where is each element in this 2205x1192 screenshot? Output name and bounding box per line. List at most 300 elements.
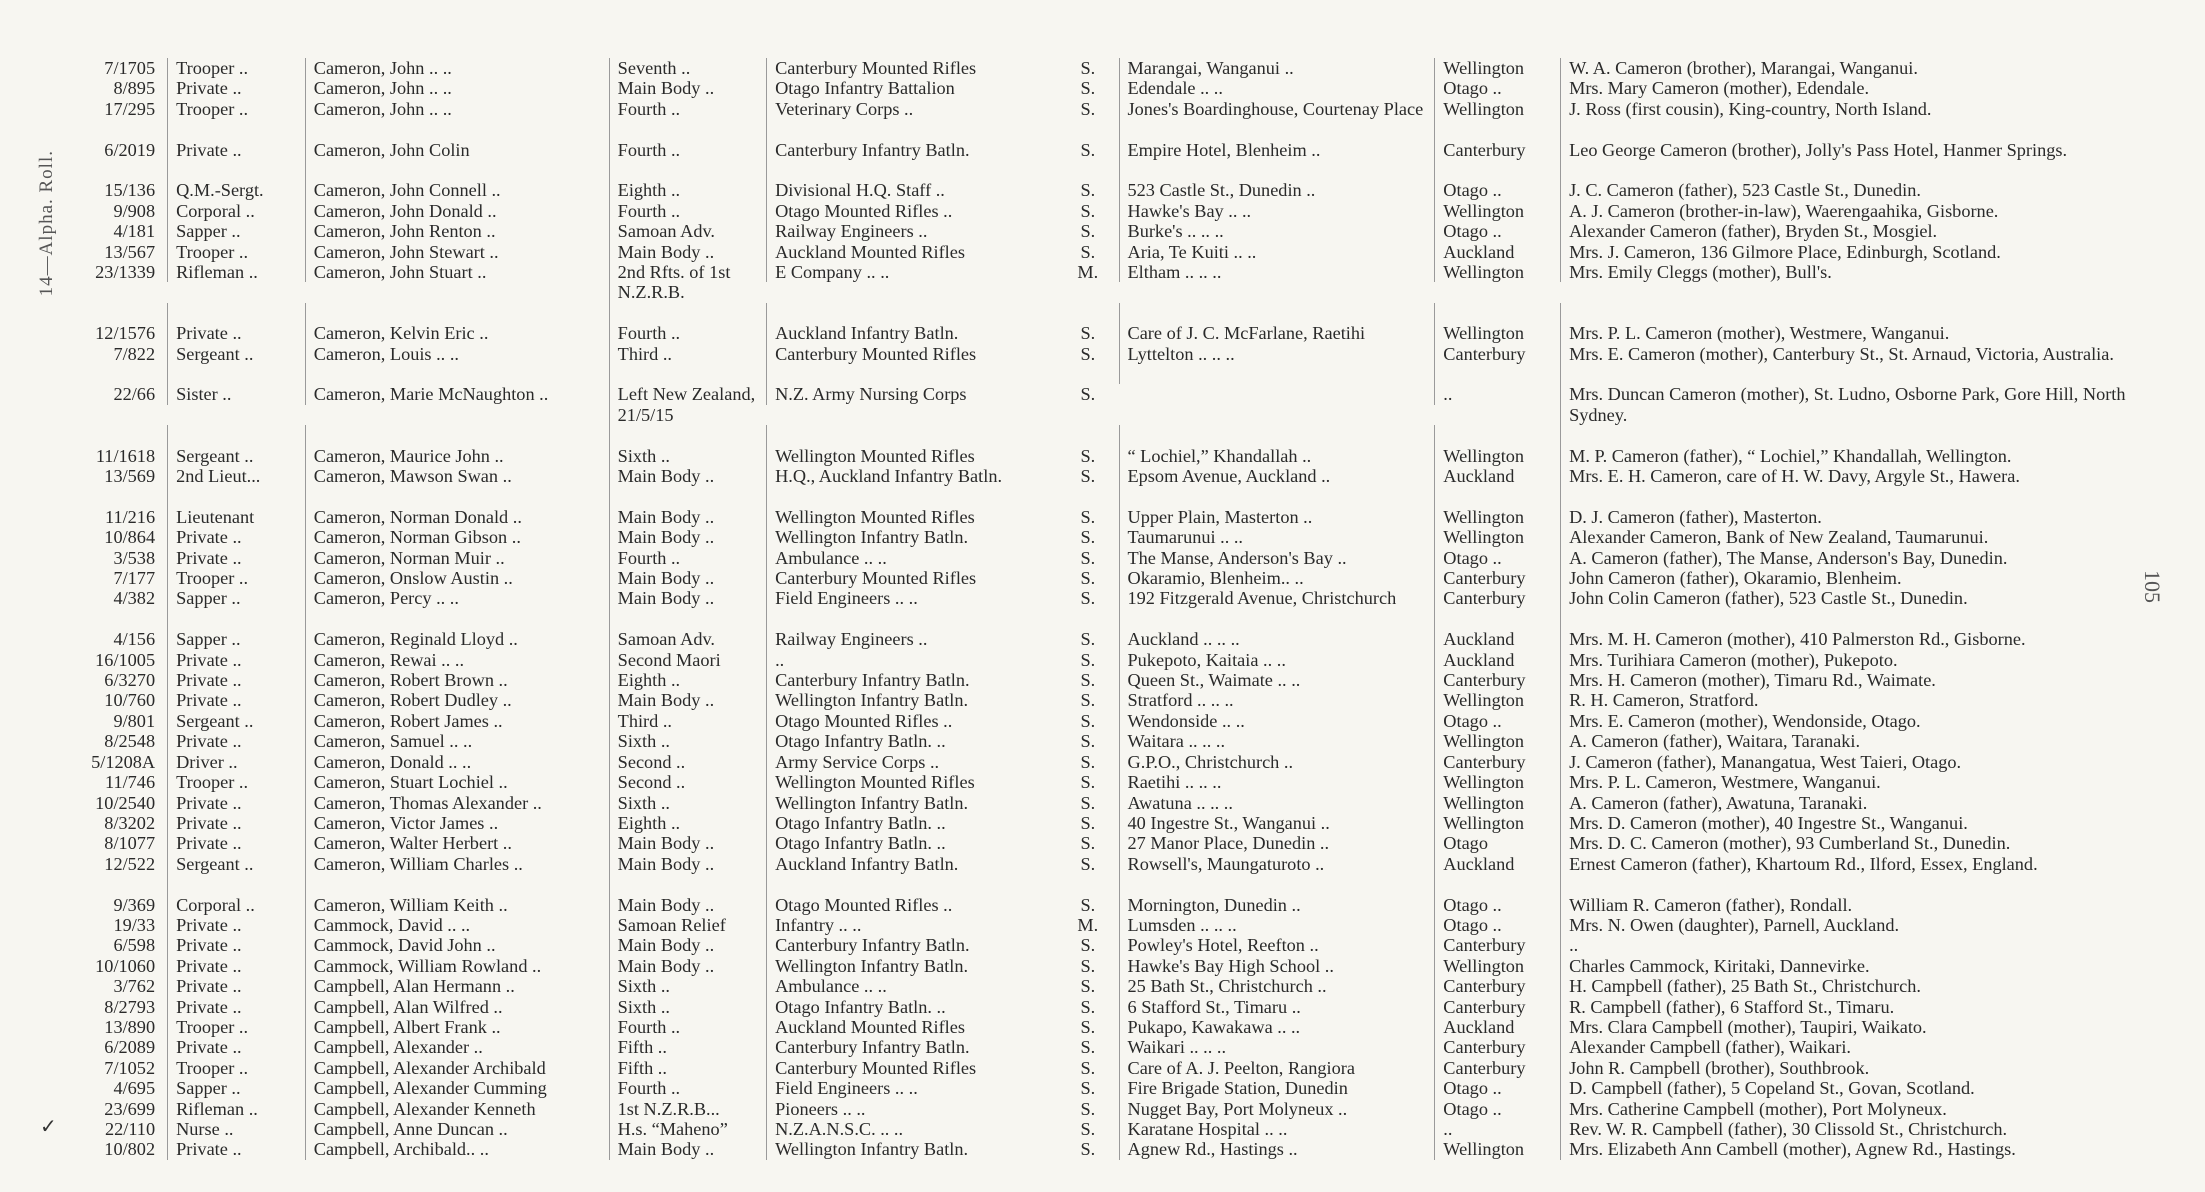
table-row [68,752,2148,772]
district-cell: Auckland [1434,242,1560,262]
unit-cell: Veterinary Corps .. [766,99,1057,119]
address-cell: Empire Hotel, Blenheim .. [1119,140,1435,160]
name-cell: Cameron, Robert Brown .. [305,670,609,690]
marital-status-cell: S. [1080,935,1096,956]
address-cell: 192 Fitzgerald Avenue, Christchurch [1119,588,1435,608]
rank-cell: Private .. [167,793,305,813]
regimental-number-cell: 19/33 [113,914,156,935]
address-cell: Pukepoto, Kaitaia .. .. [1119,650,1435,670]
address-cell: 27 Manor Place, Dunedin .. [1119,833,1435,853]
name-cell: Campbell, Archibald.. .. [305,1139,609,1159]
tick-mark: ✓ [40,1116,57,1138]
unit-cell: Auckland Infantry Batln. [766,854,1057,874]
table-row [68,201,2148,221]
draft-cell: Eighth .. [609,670,766,690]
unit-cell: .. [766,650,1057,670]
marital-status-cell: S. [1080,710,1096,731]
marital-status-cell: S. [1080,1016,1096,1037]
unit-cell: Canterbury Infantry Batln. [766,1037,1057,1057]
next-of-kin-cell: John Cameron (father), Okaramio, Blenheim. [1560,568,2148,588]
marital-status-cell: M. [1077,914,1099,935]
row-spacer [68,486,2148,506]
table-row [68,140,2148,160]
name-cell: Cammock, David .. .. [305,915,609,935]
table-row [68,221,2148,241]
unit-cell: Otago Infantry Batln. .. [766,833,1057,853]
next-of-kin-cell: W. A. Cameron (brother), Marangai, Wanganui. [1560,58,2148,78]
draft-cell: Main Body .. [609,466,766,486]
table-row [68,78,2148,98]
regimental-number-cell: 13/890 [104,1016,156,1037]
marital-status-cell: S. [1080,1057,1096,1078]
rank-cell: Sergeant .. [167,711,305,731]
next-of-kin-cell: John Colin Cameron (father), 523 Castle St., Dunedin. [1560,588,2148,608]
name-cell: Cameron, Walter Herbert .. [305,833,609,853]
table-row [68,1017,2148,1037]
rank-cell: Private .. [167,690,305,710]
marital-status-cell: S. [1080,1098,1096,1119]
side-label: 14—Alpha. Roll. [36,150,57,297]
draft-cell: Main Body .. [609,78,766,98]
draft-cell: Sixth .. [609,976,766,996]
draft-cell: Second .. [609,772,766,792]
address-cell: 40 Ingestre St., Wanganui .. [1119,813,1435,833]
table-row [68,446,2148,466]
address-cell: Marangai, Wanganui .. [1119,58,1435,78]
unit-cell: Infantry .. .. [766,915,1057,935]
regimental-number-cell: 3/538 [113,547,156,568]
next-of-kin-cell: Mrs. Mary Cameron (mother), Edendale. [1560,78,2148,98]
district-cell: Wellington [1434,99,1560,119]
rank-cell: Private .. [167,1139,305,1159]
district-cell: .. [1434,1119,1560,1139]
next-of-kin-cell: Mrs. N. Owen (daughter), Parnell, Auckland. [1560,915,2148,935]
district-cell: Canterbury [1434,568,1560,588]
name-cell: Cameron, John Stewart .. [305,242,609,262]
unit-cell: Otago Infantry Batln. .. [766,813,1057,833]
district-cell: Otago .. [1434,180,1560,200]
table-row [68,1119,2148,1139]
rank-cell: Private .. [167,997,305,1017]
table-row [68,507,2148,527]
draft-cell: Fifth .. [609,1037,766,1057]
unit-cell: Auckland Infantry Batln. [766,323,1057,343]
district-cell: Otago .. [1434,915,1560,935]
district-cell: Canterbury [1434,588,1560,608]
name-cell: Cameron, John .. .. [305,58,609,78]
district-cell: Canterbury [1434,1037,1560,1057]
next-of-kin-cell: Alexander Cameron (father), Bryden St., Mosgiel. [1560,221,2148,241]
next-of-kin-cell: Mrs. Clara Campbell (mother), Taupiri, Waikato. [1560,1017,2148,1037]
table-row [68,711,2148,731]
draft-cell: Sixth .. [609,731,766,751]
unit-cell: Railway Engineers .. [766,221,1057,241]
rank-cell: Trooper .. [167,58,305,78]
name-cell: Campbell, Alexander Kenneth [305,1099,609,1119]
unit-cell: Wellington Infantry Batln. [766,793,1057,813]
table-row [68,180,2148,200]
name-cell: Cameron, William Charles .. [305,854,609,874]
rank-cell: Sergeant .. [167,344,305,364]
regimental-number-cell: 23/699 [104,1098,156,1119]
address-cell: Burke's .. .. .. [1119,221,1435,241]
rank-cell: Lieutenant [167,507,305,527]
regimental-number-cell: 11/1618 [95,445,156,466]
address-cell: G.P.O., Christchurch .. [1119,752,1435,772]
regimental-number-cell: 13/567 [104,241,156,262]
unit-cell: Field Engineers .. .. [766,1078,1057,1098]
draft-cell: Eighth .. [609,813,766,833]
next-of-kin-cell: A. Cameron (father), Awatuna, Taranaki. [1560,793,2148,813]
regimental-number-cell: 10/864 [104,527,156,548]
next-of-kin-cell: Mrs. Catherine Campbell (mother), Port Molyneux. [1560,1099,2148,1119]
unit-cell: Ambulance .. .. [766,548,1057,568]
regimental-number-cell: 10/2540 [95,792,156,813]
regimental-number-cell: 9/908 [113,200,156,221]
draft-cell: Fourth .. [609,548,766,568]
regimental-number-cell: 23/1339 [95,262,156,283]
address-cell: Powley's Hotel, Reefton .. [1119,935,1435,955]
rank-cell: Private .. [167,1037,305,1057]
next-of-kin-cell: William R. Cameron (father), Rondall. [1560,895,2148,915]
district-cell: Wellington [1434,507,1560,527]
regimental-number-cell: 9/801 [113,710,156,731]
name-cell: Cameron, Kelvin Eric .. [305,323,609,343]
marital-status-cell: S. [1080,629,1096,650]
regimental-number-cell: 9/369 [113,894,156,915]
district-cell: Otago .. [1434,1099,1560,1119]
draft-cell: Eighth .. [609,180,766,200]
marital-status-cell: S. [1080,527,1096,548]
next-of-kin-cell: Mrs. M. H. Cameron (mother), 410 Palmerston Rd., Gisborne. [1560,629,2148,649]
regimental-number-cell: 7/1052 [104,1057,156,1078]
marital-status-cell: S. [1080,506,1096,527]
next-of-kin-cell: Mrs. D. C. Cameron (mother), 93 Cumberland St., Dunedin. [1560,833,2148,853]
draft-cell: Main Body .. [609,242,766,262]
marital-status-cell: S. [1080,58,1096,78]
table-row [68,650,2148,670]
name-cell: Cameron, Thomas Alexander .. [305,793,609,813]
unit-cell: Field Engineers .. .. [766,588,1057,608]
row-spacer [68,119,2148,139]
table-row [68,997,2148,1017]
address-cell: Edendale .. .. [1119,78,1435,98]
draft-cell: Sixth .. [609,997,766,1017]
district-cell: Canterbury [1434,752,1560,772]
name-cell: Cameron, Donald .. .. [305,752,609,772]
marital-status-cell: S. [1080,547,1096,568]
name-cell: Cameron, William Keith .. [305,895,609,915]
address-cell: Care of J. C. McFarlane, Raetihi [1119,323,1435,343]
regimental-number-cell: 7/1705 [104,58,156,78]
marital-status-cell: S. [1080,955,1096,976]
marital-status-cell: S. [1080,853,1096,874]
rank-cell: Corporal .. [167,201,305,221]
district-cell: Canterbury [1434,997,1560,1017]
name-cell: Cameron, John Stuart .. [305,262,609,282]
draft-cell: Fourth .. [609,140,766,160]
marital-status-cell: S. [1080,772,1096,793]
name-cell: Campbell, Alexander Cumming [305,1078,609,1098]
rank-cell: Sapper .. [167,1078,305,1098]
name-cell: Cameron, John .. .. [305,99,609,119]
district-cell: Otago .. [1434,1078,1560,1098]
name-cell: Campbell, Albert Frank .. [305,1017,609,1037]
unit-cell: Canterbury Mounted Rifles [766,1058,1057,1078]
rank-cell: Sergeant .. [167,446,305,466]
next-of-kin-cell: J. Ross (first cousin), King-country, North Island. [1560,99,2148,119]
address-cell: Care of A. J. Peelton, Rangiora [1119,1058,1435,1078]
address-cell: Karatane Hospital .. .. [1119,1119,1435,1139]
next-of-kin-cell: Mrs. E. Cameron (mother), Canterbury St., St. Arnaud, Victoria, Australia. [1560,344,2148,364]
district-cell: Canterbury [1434,976,1560,996]
marital-status-cell: S. [1080,200,1096,221]
regimental-number-cell: 22/110 [104,1119,156,1139]
district-cell: Wellington [1434,201,1560,221]
draft-cell: Sixth .. [609,446,766,466]
draft-cell: Samoan Adv. [609,629,766,649]
rank-cell: Sapper .. [167,221,305,241]
marital-status-cell: S. [1080,731,1096,752]
district-cell: Wellington [1434,527,1560,547]
address-cell: Eltham .. .. .. [1119,262,1435,282]
marital-status-cell: S. [1080,996,1096,1017]
next-of-kin-cell: Mrs. H. Cameron (mother), Timaru Rd., Waimate. [1560,670,2148,690]
marital-status-cell: S. [1080,1078,1096,1099]
unit-cell: Otago Infantry Battalion [766,78,1057,98]
regimental-number-cell: 6/3270 [104,670,156,691]
marital-status-cell: S. [1080,343,1096,364]
draft-cell: Main Body .. [609,527,766,547]
table-row [68,854,2148,874]
table-row [68,344,2148,364]
district-cell: Auckland [1434,650,1560,670]
draft-cell: Third .. [609,344,766,364]
name-cell: Cameron, Samuel .. .. [305,731,609,751]
next-of-kin-cell: Leo George Cameron (brother), Jolly's Pass Hotel, Hanmer Springs. [1560,140,2148,160]
marital-status-cell: S. [1080,792,1096,813]
address-cell: Lumsden .. .. .. [1119,915,1435,935]
rank-cell: Private .. [167,323,305,343]
roll-table [68,58,2148,1160]
regimental-number-cell: 8/3202 [104,812,156,833]
name-cell: Cameron, Onslow Austin .. [305,568,609,588]
regimental-number-cell: 10/760 [104,690,156,711]
regimental-number-cell: 15/136 [104,180,156,201]
district-cell: Auckland [1434,854,1560,874]
table-row [68,1099,2148,1119]
regimental-number-cell: 5/1208A [91,751,156,772]
regimental-number-cell: 7/822 [113,343,156,364]
table-row [68,935,2148,955]
marital-status-cell: S. [1080,568,1096,589]
address-cell: Epsom Avenue, Auckland .. [1119,466,1435,486]
marital-status-cell: S. [1080,976,1096,997]
regimental-number-cell: 6/598 [113,935,156,956]
rank-cell: Rifleman .. [167,262,305,282]
table-row [68,793,2148,813]
regimental-number-cell: 8/2793 [104,996,156,1017]
row-spacer [68,874,2148,894]
rank-cell: Nurse .. [167,1119,305,1139]
draft-cell: Main Body .. [609,895,766,915]
name-cell: Cameron, Reginald Lloyd .. [305,629,609,649]
unit-cell: Canterbury Infantry Batln. [766,935,1057,955]
next-of-kin-cell: J. Cameron (father), Manangatua, West Taieri, Otago. [1560,752,2148,772]
address-cell: Waikari .. .. .. [1119,1037,1435,1057]
district-cell: Wellington [1434,793,1560,813]
table-row [68,548,2148,568]
unit-cell: Wellington Infantry Batln. [766,527,1057,547]
draft-cell: Main Body .. [609,833,766,853]
address-cell: Wendonside .. .. [1119,711,1435,731]
row-spacer [68,609,2148,629]
name-cell: Cameron, Norman Donald .. [305,507,609,527]
regimental-number-cell: 16/1005 [95,649,156,670]
address-cell: Agnew Rd., Hastings .. [1119,1139,1435,1159]
district-cell: Wellington [1434,731,1560,751]
marital-status-cell: S. [1080,833,1096,854]
next-of-kin-cell: Mrs. Turihiara Cameron (mother), Pukepoto. [1560,650,2148,670]
name-cell: Cameron, Percy .. .. [305,588,609,608]
next-of-kin-cell: Alexander Cameron, Bank of New Zealand, Taumarunui. [1560,527,2148,547]
draft-cell: 1st N.Z.R.B... [609,1099,766,1119]
unit-cell: Auckland Mounted Rifles [766,242,1057,262]
regimental-number-cell: 6/2019 [104,139,156,160]
district-cell: Wellington [1434,262,1560,282]
draft-cell: Main Body .. [609,854,766,874]
next-of-kin-cell: John R. Campbell (brother), Southbrook. [1560,1058,2148,1078]
regimental-number-cell: 3/762 [113,976,156,997]
regimental-number-cell: 10/802 [104,1139,156,1160]
unit-cell: Otago Infantry Batln. .. [766,997,1057,1017]
address-cell: Waitara .. .. .. [1119,731,1435,751]
marital-status-cell: S. [1080,588,1096,609]
regimental-number-cell: 17/295 [104,98,156,119]
unit-cell: N.Z.A.N.S.C. .. .. [766,1119,1057,1139]
next-of-kin-cell: Mrs. J. Cameron, 136 Gilmore Place, Edinburgh, Scotland. [1560,242,2148,262]
next-of-kin-cell: Mrs. Emily Cleggs (mother), Bull's. [1560,262,2148,282]
rank-cell: Private .. [167,935,305,955]
table-row [68,384,2148,425]
marital-status-cell: S. [1080,78,1096,99]
rank-cell: Trooper .. [167,242,305,262]
marital-status-cell: S. [1080,323,1096,344]
name-cell: Cameron, Robert James .. [305,711,609,731]
rank-cell: Sapper .. [167,629,305,649]
table-row [68,99,2148,119]
district-cell: Canterbury [1434,670,1560,690]
address-cell: Awatuna .. .. .. [1119,793,1435,813]
name-cell: Cameron, Marie McNaughton .. [305,384,609,404]
district-cell: Otago .. [1434,78,1560,98]
unit-cell: Wellington Mounted Rifles [766,446,1057,466]
marital-status-cell: S. [1080,1139,1096,1160]
name-cell: Cameron, Norman Gibson .. [305,527,609,547]
district-cell: Otago .. [1434,221,1560,241]
address-cell: Lyttelton .. .. .. [1119,344,1435,364]
marital-status-cell: S. [1080,894,1096,915]
address-cell: Hawke's Bay High School .. [1119,956,1435,976]
next-of-kin-cell: R. Campbell (father), 6 Stafford St., Timaru. [1560,997,2148,1017]
regimental-number-cell: 12/522 [104,853,156,874]
name-cell: Cameron, Norman Muir .. [305,548,609,568]
address-cell: Rowsell's, Maungaturoto .. [1119,854,1435,874]
address-cell: Stratford .. .. .. [1119,690,1435,710]
rank-cell: Trooper .. [167,568,305,588]
rank-cell: Rifleman .. [167,1099,305,1119]
regimental-number-cell: 11/746 [104,772,156,793]
marital-status-cell: S. [1080,812,1096,833]
district-cell: Otago .. [1434,548,1560,568]
draft-cell: Fifth .. [609,1058,766,1078]
table-row [68,568,2148,588]
district-cell: Wellington [1434,323,1560,343]
district-cell: Wellington [1434,690,1560,710]
table-row [68,588,2148,608]
rank-cell: Private .. [167,833,305,853]
draft-cell: Main Body .. [609,568,766,588]
district-cell: Auckland [1434,466,1560,486]
unit-cell: H.Q., Auckland Infantry Batln. [766,466,1057,486]
marital-status-cell: S. [1080,384,1096,405]
unit-cell: Otago Infantry Batln. .. [766,731,1057,751]
unit-cell: E Company .. .. [766,262,1057,282]
draft-cell: Third .. [609,711,766,731]
unit-cell: Pioneers .. .. [766,1099,1057,1119]
unit-cell: Army Service Corps .. [766,752,1057,772]
rank-cell: Sergeant .. [167,854,305,874]
next-of-kin-cell: A. J. Cameron (brother-in-law), Waerengaahika, Gisborne. [1560,201,2148,221]
unit-cell: N.Z. Army Nursing Corps [766,384,1057,404]
table-row [68,895,2148,915]
next-of-kin-cell: Mrs. E. Cameron (mother), Wendonside, Otago. [1560,711,2148,731]
regimental-number-cell: 13/569 [104,466,156,487]
rank-cell: Private .. [167,140,305,160]
draft-cell: H.s. “Maheno” [609,1119,766,1139]
next-of-kin-cell: Mrs. Duncan Cameron (mother), St. Ludno, Osborne Park, Gore Hill, North Sydney. [1560,384,2148,425]
table-row [68,976,2148,996]
unit-cell: Canterbury Mounted Rifles [766,58,1057,78]
name-cell: Campbell, Alexander Archibald [305,1058,609,1078]
name-cell: Cameron, Louis .. .. [305,344,609,364]
address-cell: Mornington, Dunedin .. [1119,895,1435,915]
unit-cell: Railway Engineers .. [766,629,1057,649]
table-row [68,527,2148,547]
name-cell: Cammock, David John .. [305,935,609,955]
draft-cell: Fourth .. [609,1078,766,1098]
address-cell: Nugget Bay, Port Molyneux .. [1119,1099,1435,1119]
marital-status-cell: S. [1080,751,1096,772]
draft-cell: Main Body .. [609,588,766,608]
rank-cell: Private .. [167,915,305,935]
address-cell: Hawke's Bay .. .. [1119,201,1435,221]
regimental-number-cell: 8/1077 [104,833,156,854]
page-number: 105 [2140,570,2165,603]
next-of-kin-cell: J. C. Cameron (father), 523 Castle St., Dunedin. [1560,180,2148,200]
next-of-kin-cell: Mrs. D. Cameron (mother), 40 Ingestre St., Wanganui. [1560,813,2148,833]
table-row [68,731,2148,751]
marital-status-cell: S. [1080,98,1096,119]
unit-cell: Wellington Mounted Rifles [766,772,1057,792]
address-cell: Raetihi .. .. .. [1119,772,1435,792]
rank-cell: Trooper .. [167,772,305,792]
name-cell: Cameron, Victor James .. [305,813,609,833]
unit-cell: Otago Mounted Rifles .. [766,895,1057,915]
table-row [68,690,2148,710]
district-cell: Wellington [1434,956,1560,976]
rank-cell: Private .. [167,527,305,547]
